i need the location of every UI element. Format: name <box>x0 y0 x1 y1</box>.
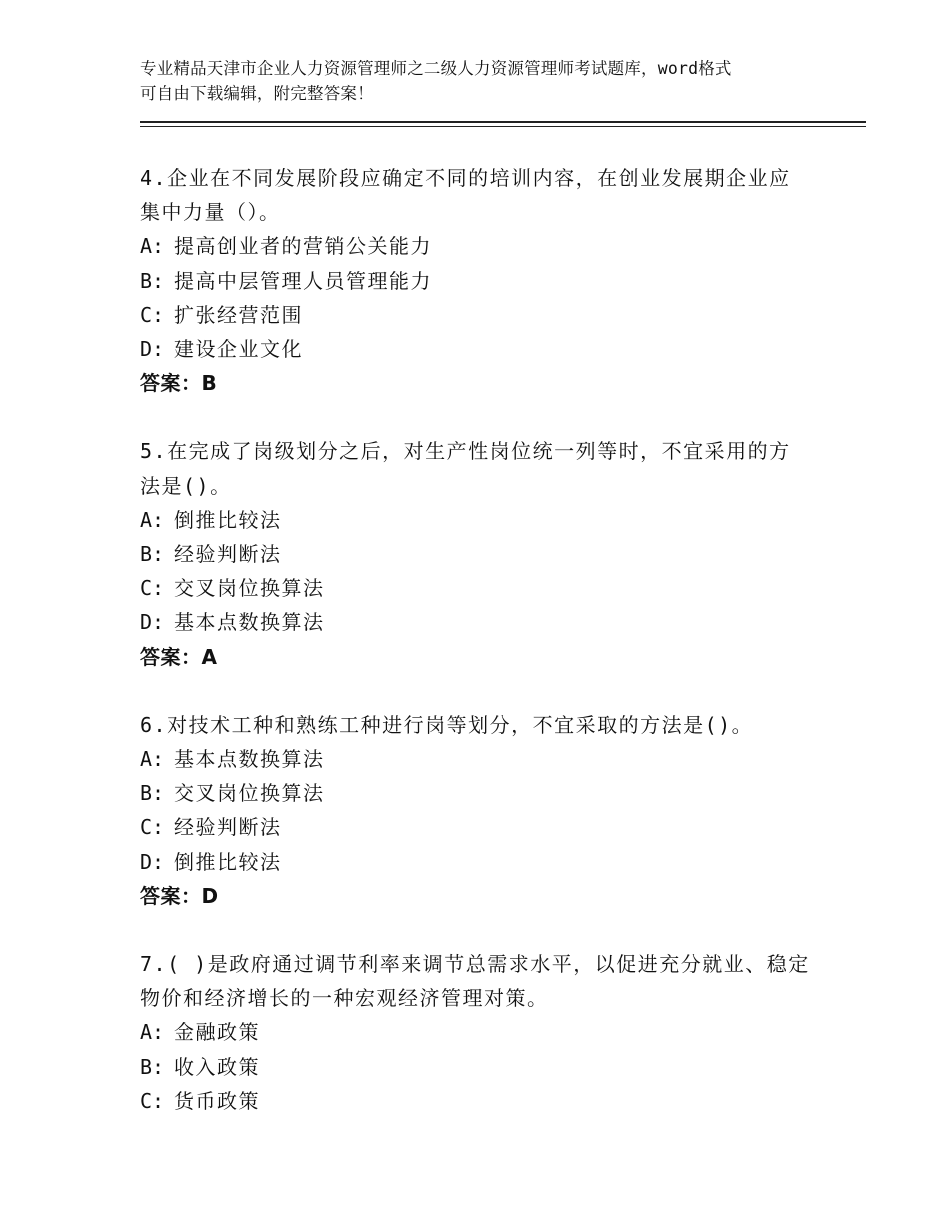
question-stem-line: 6.对技术工种和熟练工种进行岗等划分，不宜采取的方法是()。 <box>140 712 754 737</box>
option-key: A: <box>140 1020 165 1045</box>
option-text: 提高中层管理人员管理能力 <box>174 268 432 293</box>
question-stem-line: 5.在完成了岗级划分之后，对生产性岗位统一列等时，不宜采用的方 <box>140 439 791 464</box>
question-list <box>140 161 840 1152</box>
question-6 <box>140 708 840 913</box>
option-b <box>140 776 840 810</box>
header-line-2: 可自由下载编辑，附完整答案！ <box>140 84 374 103</box>
option-d <box>140 332 840 366</box>
option-text: 基本点数换算法 <box>174 610 325 635</box>
option-key: A: <box>140 507 165 532</box>
option-text: 交叉岗位换算法 <box>174 781 325 806</box>
question-stem-line: 4.企业在不同发展阶段应确定不同的培训内容，在创业发展期企业应 <box>140 166 791 190</box>
option-d <box>140 605 840 639</box>
option-a <box>140 742 840 776</box>
option-key: C: <box>140 302 165 327</box>
option-key: D: <box>140 337 165 362</box>
question-7 <box>140 947 840 1118</box>
option-text: 经验判断法 <box>174 815 282 840</box>
option-key: B: <box>140 542 165 567</box>
header-divider-thin <box>140 126 866 127</box>
option-b <box>140 1050 840 1084</box>
option-b <box>140 264 840 298</box>
option-d <box>140 845 840 879</box>
option-key: C: <box>140 1088 165 1113</box>
option-text: 基本点数换算法 <box>174 747 325 772</box>
option-text: 倒推比较法 <box>174 507 282 532</box>
option-text: 倒推比较法 <box>174 849 282 874</box>
option-text: 扩张经营范围 <box>174 302 303 327</box>
option-key: D: <box>140 610 165 635</box>
question-stem-line: 集中力量（）。 <box>140 200 281 225</box>
option-key: A: <box>140 234 165 259</box>
question-stem-line: 法是()。 <box>140 473 232 498</box>
option-a <box>140 229 840 263</box>
option-key: B: <box>140 1054 165 1079</box>
option-text: 提高创业者的营销公关能力 <box>174 234 432 259</box>
option-c <box>140 810 840 844</box>
option-c <box>140 1084 840 1118</box>
answer-line: 答案：B <box>140 371 218 396</box>
question-stem-line: 7.( )是政府通过调节利率来调节总需求水平，以促进充分就业、稳定 <box>140 952 810 977</box>
option-text: 交叉岗位换算法 <box>174 576 325 601</box>
option-c <box>140 571 840 605</box>
option-key: C: <box>140 576 165 601</box>
option-key: D: <box>140 849 165 874</box>
option-key: B: <box>140 781 165 806</box>
header-line-1: 专业精品天津市企业人力资源管理师之二级人力资源管理师考试题库，word格式 <box>140 59 732 78</box>
option-key: B: <box>140 268 165 293</box>
question-4 <box>140 161 840 400</box>
option-text: 经验判断法 <box>174 542 282 567</box>
question-stem-line: 物价和经济增长的一种宏观经济管理对策。 <box>140 986 549 1011</box>
header-divider-thick <box>140 121 866 123</box>
document-header <box>140 56 840 106</box>
option-key: A: <box>140 747 165 772</box>
answer-line: 答案：A <box>140 644 218 669</box>
question-5 <box>140 434 840 673</box>
option-text: 金融政策 <box>174 1020 260 1045</box>
option-text: 收入政策 <box>174 1054 260 1079</box>
option-a <box>140 503 840 537</box>
option-text: 货币政策 <box>174 1088 260 1113</box>
option-key: C: <box>140 815 165 840</box>
option-b <box>140 537 840 571</box>
option-c <box>140 298 840 332</box>
option-a <box>140 1015 840 1049</box>
answer-line: 答案：D <box>140 883 219 908</box>
option-text: 建设企业文化 <box>174 337 303 362</box>
